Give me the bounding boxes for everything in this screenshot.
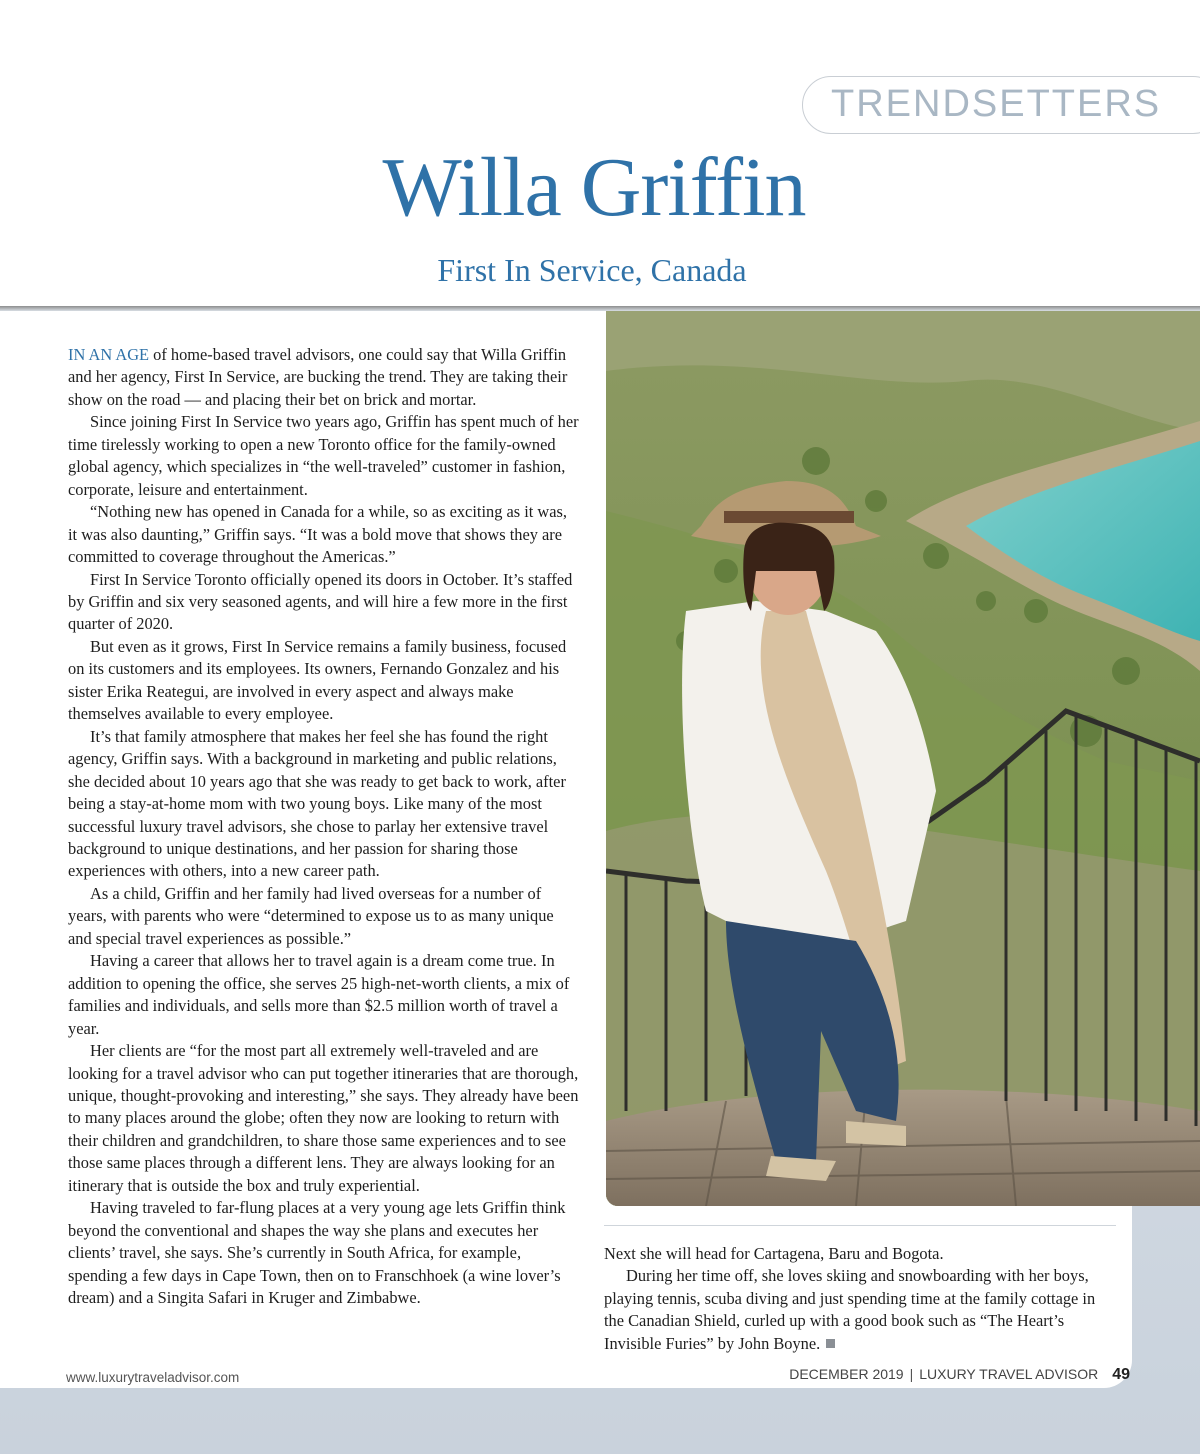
article-column-left <box>68 344 580 1309</box>
section-tag-label: TRENDSETTERS <box>831 83 1162 125</box>
article-paragraph-text: During her time off, she loves skiing and snowboarding with her boys, playing tennis, scuba diving and just spending time at the family cottage in the Canadian Shield, curled up with a good book such as “The Heart’s Invisible Furies” by John Boyne. <box>604 1266 1096 1353</box>
article-paragraph: Having traveled to far-flung places at a very young age lets Griffin think beyond the conventional and shapes the way she plans and executes her clients’ travel, she says. She’s currently in South Africa, for example, spending a few days in Cape Town, then on to Franschhoek (a wine lover’s dream) and a Singita Safari in Kruger and Zimbabwe. <box>68 1198 566 1308</box>
article-paragraph-text: of home-based travel advisors, one could say that Willa Griffin and her agency, First In Service, are bucking the trend. They are taking their show on the road — and placing their bet on brick and mortar. <box>68 345 568 409</box>
article-paragraph: Since joining First In Service two years ago, Griffin has spent much of her time tirelessly working to open a new Toronto office for the family-owned global agency, which specializes in “the well-traveled” customer in fashion, corporate, leisure and entertainment. <box>68 412 579 499</box>
end-of-article-mark <box>826 1339 835 1348</box>
footer-folio <box>789 1366 1130 1384</box>
article-paragraph: Having a career that allows her to travel again is a dream come true. In addition to opening the office, she serves 25 high-net-worth clients, a mix of families and individuals, and sells more than $2.5 million worth of travel a year. <box>68 951 570 1038</box>
article-paragraph: As a child, Griffin and her family had lived overseas for a number of years, with parents who were “determined to expose us to as many unique and special travel experiences as possible.” <box>68 883 554 948</box>
footer-publication: LUXURY TRAVEL ADVISOR <box>919 1366 1099 1382</box>
article-headline: Willa Griffin <box>382 141 806 234</box>
article-paragraph <box>604 1265 1118 1355</box>
article-paragraph: It’s that family atmosphere that makes her feel she has found the right agency, Griffin says. With a background in marketing and public relations, she decided about 10 years ago that she was ready to get back to work, after being a stay-at-home mom with two young boys. Like many of the most successful luxury travel advisors, she chose to parlay her extensive travel background to unique destinations, and her passion for sharing those experiences with others, into a new career path. <box>68 726 566 881</box>
footer-url[interactable]: www.luxurytraveladvisor.com <box>66 1370 240 1385</box>
article-paragraph: First In Service Toronto officially opened its doors in October. It’s staffed by Griffin and six very seasoned agents, and will hire a few more in the first quarter of 2020. <box>68 569 573 634</box>
article-paragraph: Next she will head for Cartagena, Baru and Bogota. <box>604 1244 944 1263</box>
footer-separator: | <box>909 1366 914 1382</box>
section-tag <box>802 76 1200 134</box>
photo-divider <box>604 1225 1116 1226</box>
footer-issue-date: DECEMBER 2019 <box>789 1366 904 1382</box>
article-paragraph: “Nothing new has opened in Canada for a while, so as exciting as it was, it was also daunting,” Griffin says. “It was a bold move that shows they are committed to coverage throughout the Americas.” <box>68 502 568 567</box>
portrait-photo-illustration <box>606 311 1200 1206</box>
article-subhead: First In Service, Canada <box>437 252 747 288</box>
article-paragraph: Her clients are “for the most part all extremely well-traveled and are looking for a travel advisor who can put together itineraries that are thorough, unique, thought-provoking and interesting,” she says. They already have been to many places around the globe; often they now are looking to return with their children and grandchildren, to share those same experiences and to see those same places through a different lens. They are always looking for an itinerary that is outside the box and truly experiential. <box>68 1041 579 1195</box>
page-number: 49 <box>1112 1366 1130 1383</box>
article-paragraph <box>68 344 580 411</box>
article-paragraph: But even as it grows, First In Service remains a family business, focused on its customers and its employees. Its owners, Fernando Gonzalez and his sister Erika Reategui, are involved in every aspect and always make themselves available to every employee. <box>68 636 567 724</box>
portrait-photo <box>606 311 1200 1206</box>
article-column-right <box>604 1243 1118 1355</box>
article-lead-in: IN AN AGE <box>68 345 150 364</box>
